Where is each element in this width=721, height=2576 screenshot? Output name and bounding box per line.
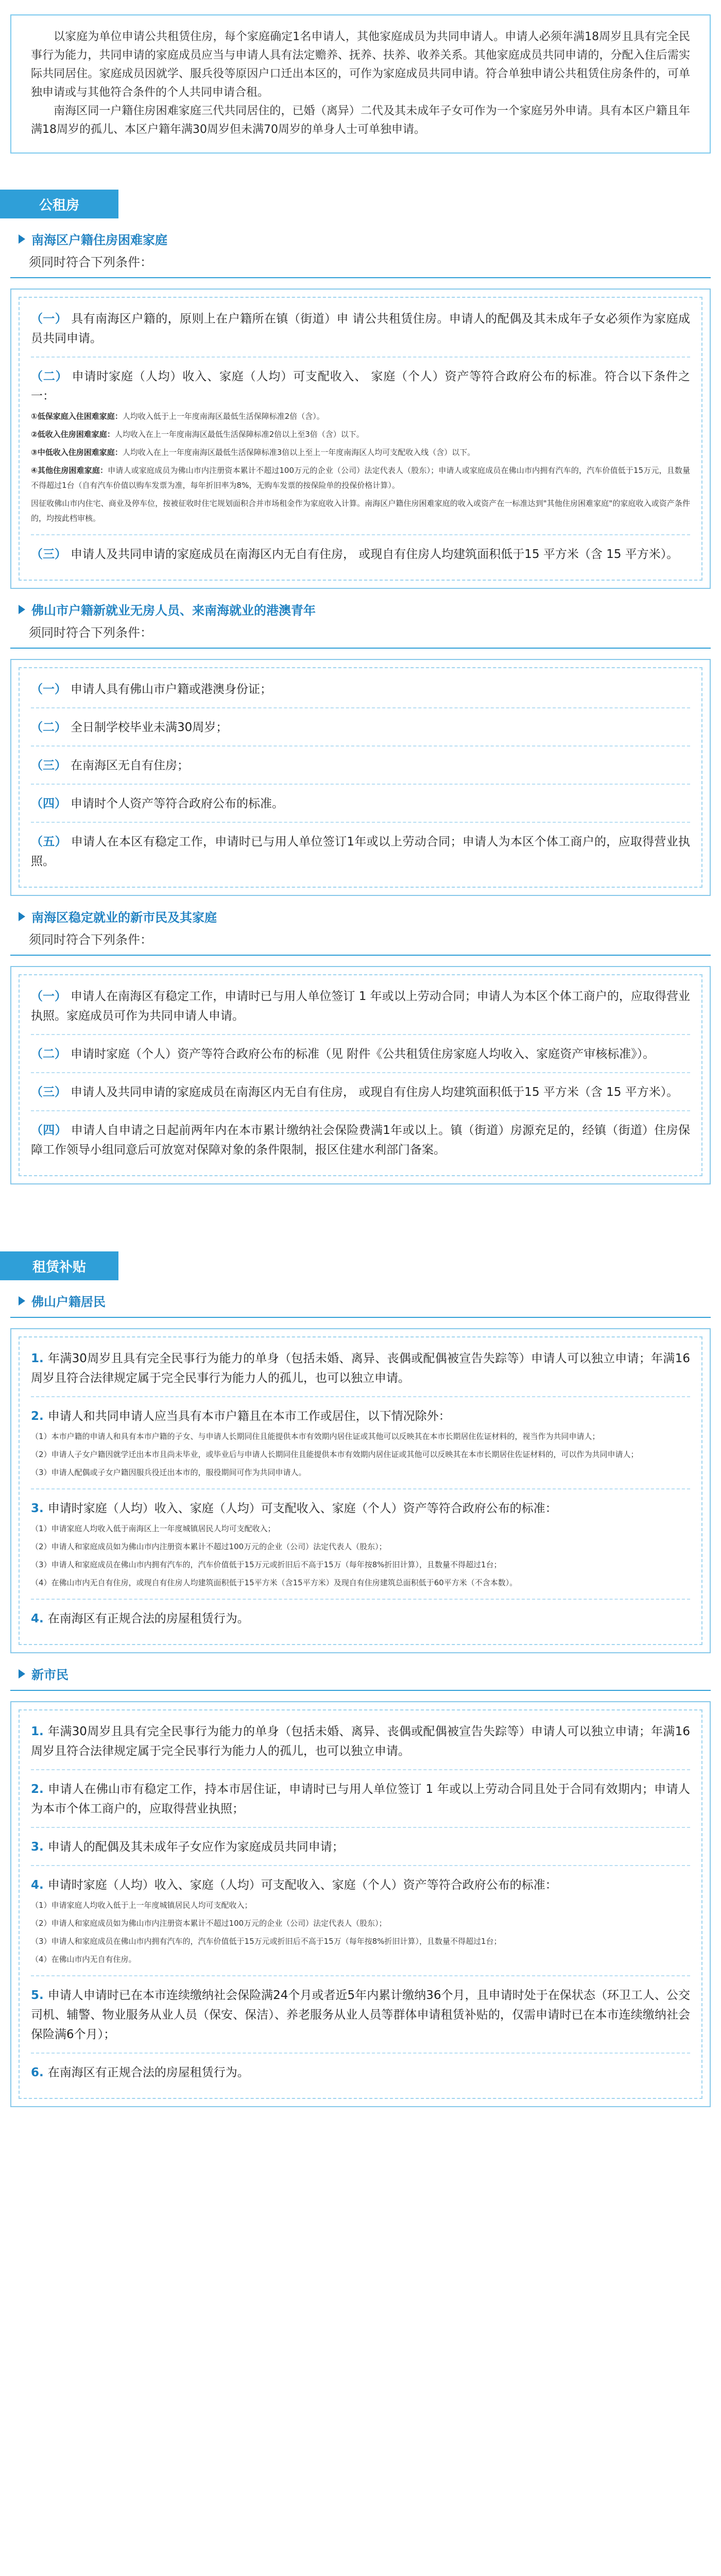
condition-text: 申请时家庭（人均）收入、家庭（人均）可支配收入、家庭（个人）资产等符合政府公布的标准： xyxy=(47,1502,557,1515)
condition-text: 申请时个人资产等符合政府公布的标准。 xyxy=(71,797,284,810)
condition-detail xyxy=(31,445,690,460)
condition-number: （三） xyxy=(31,548,66,561)
condition-text: 申请人在南海区有稳定工作，申请时已与用人单位签订 1 年或以上劳动合同；申请人为本区个体工商户的，应取得营业执照。家庭成员可作为共同申请人申请。 xyxy=(31,990,690,1023)
condition-item xyxy=(31,747,690,785)
condition-item xyxy=(31,1828,690,1866)
condition-text: 申请时家庭（个人）资产等符合政府公布的标准（见 附件《公共租赁住房家庭人均收入、家庭资产审核标准》）。 xyxy=(71,1047,655,1061)
condition-item xyxy=(31,977,690,1035)
condition-text: 在南海区有正规合法的房屋租赁行为。 xyxy=(47,1612,249,1625)
condition-detail-text: （3）申请人和家庭成员在佛山市内拥有汽车的，汽车价值低于15万元或折旧后不高于15万（每年按8%折旧计算），且数量不得超过1台； xyxy=(31,1560,502,1569)
condition-item xyxy=(31,1035,690,1073)
condition-number: 4. xyxy=(31,1878,44,1892)
condition-detail xyxy=(31,1934,690,1949)
condition-item xyxy=(31,670,690,708)
condition-number: 5. xyxy=(31,1989,44,2002)
condition-text: 申请人及共同申请的家庭成员在南海区内无自有住房， 或现自有住房人均建筑面积低于15 平方米（含 15 平方米）。 xyxy=(71,548,679,561)
intro-paragraph-2: 南海区同一户籍住房困难家庭三代共同居住的，已婚（离异）二代及其未成年子女可作为一个家庭另外申请。具有本区户籍且年满18周岁的孤儿、本区户籍年满30周岁但未满70周岁的单身人士可单独申请。 xyxy=(31,105,690,136)
group-title: 佛山户籍居民 xyxy=(31,1295,106,1309)
triangle-marker-icon xyxy=(19,1669,25,1679)
group-title: 南海区户籍住房困难家庭 xyxy=(31,233,167,247)
condition-number: 2. xyxy=(31,1410,44,1423)
condition-text: 年满30周岁且具有完全民事行为能力的单身（包括未婚、离异、丧偶或配偶被宣告失踪等）申请人可以独立申请；年满16周岁且符合法律规定属于完全民事行为能力人的孤儿，也可以独立申请。 xyxy=(31,1352,690,1385)
condition-number: （一） xyxy=(31,683,66,696)
group-heading xyxy=(19,1292,711,1310)
conditions-frame xyxy=(10,289,711,589)
divider-line xyxy=(10,648,711,649)
condition-text: 在南海区有正规合法的房屋租赁行为。 xyxy=(47,2066,249,2079)
condition-detail xyxy=(31,1952,690,1967)
condition-detail xyxy=(31,1916,690,1931)
condition-detail-label: ④其他住房困难家庭： xyxy=(31,466,108,475)
condition-detail-text: （2）申请人和家庭成员如为佛山市内注册资本累计不超过100万元的企业（公司）法定代表人（股东）； xyxy=(31,1542,387,1551)
conditions-list xyxy=(19,1709,702,2099)
condition-detail-text: 申请人或家庭成员为佛山市内注册资本累计不超过100万元的企业（公司）法定代表人（股东）；申请人或家庭成员在佛山市内拥有汽车的，汽车价值低于15万元，且数量不得超过1台（自有汽车价值以购车发票为准，每年折旧率为8%，无购车发票的按保险单的投保价格计算）。 xyxy=(31,466,690,490)
condition-number: 1. xyxy=(31,1352,44,1365)
condition-text: 申请人在佛山市有稳定工作，持本市居住证，申请时已与用人单位签订 1 年或以上劳动合同且处于合同有效期内；申请人为本市个体工商户的，应取得营业执照； xyxy=(31,1783,690,1816)
condition-number: （五） xyxy=(31,835,67,849)
divider-line xyxy=(10,1317,711,1318)
condition-detail-text: 因征收佛山市内住宅、商业及停车位，按被征收时住宅规划面积合并市场租金作为家庭收入计算。南海区户籍住房困难家庭的收入或资产在一标准达到"其他住房困难家庭"的家庭收入或资产条件的，均按此档审核。 xyxy=(31,499,690,523)
condition-detail xyxy=(31,1521,690,1536)
condition-detail xyxy=(31,1557,690,1572)
condition-item xyxy=(31,1976,690,2054)
condition-item xyxy=(31,1340,690,1397)
condition-item xyxy=(31,1397,690,1489)
condition-item xyxy=(31,1073,690,1111)
condition-detail-text: （1）申请家庭人均收入低于南海区上一年度城镇居民人均可支配收入； xyxy=(31,1524,276,1533)
divider-line xyxy=(10,1690,711,1691)
triangle-marker-icon xyxy=(19,1296,25,1306)
condition-detail-text: （3）申请人和家庭成员在佛山市内拥有汽车的，汽车价值低于15万元或折旧后不高于15万（每年按8%折旧计算），且数量不得超过1台； xyxy=(31,1937,502,1946)
condition-number: （四） xyxy=(31,797,66,810)
condition-detail xyxy=(31,427,690,442)
condition-number: 2. xyxy=(31,1783,44,1796)
conditions-list xyxy=(19,667,702,888)
condition-detail xyxy=(31,496,690,526)
conditions-frame xyxy=(10,1328,711,1653)
condition-text: 申请人的配偶及其未成年子女应作为家庭成员共同申请； xyxy=(47,1840,344,1854)
condition-item xyxy=(31,785,690,823)
condition-detail-text: （1）申请家庭人均收入低于上一年度城镇居民人均可支配收入； xyxy=(31,1901,252,1910)
condition-number: （二） xyxy=(31,721,66,734)
condition-item xyxy=(31,1713,690,1770)
condition-text: 申请人在本区有稳定工作，申请时已与用人单位签订1年或以上劳动合同；申请人为本区个体工商户的，应取得营业执照。 xyxy=(31,835,690,868)
divider-line xyxy=(10,955,711,956)
section-tab-gzf: 公租房 xyxy=(0,190,118,218)
triangle-marker-icon xyxy=(19,605,25,614)
group-title: 佛山市户籍新就业无房人员、来南海就业的港澳青年 xyxy=(31,603,316,618)
conditions-frame xyxy=(10,1701,711,2107)
condition-text: 申请时家庭（人均）收入、家庭（人均）可支配收入、 家庭（个人）资产等符合政府公布的标准。符合以下条件之一： xyxy=(31,370,691,403)
condition-number: 1. xyxy=(31,1725,44,1738)
condition-item xyxy=(31,358,690,535)
condition-item xyxy=(31,535,690,572)
condition-detail-text: （2）申请人和家庭成员如为佛山市内注册资本累计不超过100万元的企业（公司）法定代表人（股东）； xyxy=(31,1919,387,1928)
group-title: 新市民 xyxy=(31,1668,68,1682)
condition-text: 全日制学校毕业未满30周岁； xyxy=(71,721,228,734)
condition-detail-text: （4）在佛山市内无自有住房。 xyxy=(31,1955,136,1964)
condition-detail-text: （2）申请人子女户籍因就学迁出本市且尚未毕业，或毕业后与申请人长期同住且能提供本市有效期内居住证或其他可以反映其在本市长期居住佐证材料的，可以作为共同申请人； xyxy=(31,1450,639,1459)
condition-number: 6. xyxy=(31,2066,44,2079)
condition-detail-text: （4）在佛山市内无自有住房，或现自有住房人均建筑面积低于15平方米（含15平方米）及现自有住房建筑总面积低于60平方米（不含本数）。 xyxy=(31,1578,518,1587)
condition-item xyxy=(31,1489,690,1600)
condition-detail-text: （1）本市户籍的申请人和具有本市户籍的子女、与申请人长期同住且能提供本市有效期内居住证或其他可以反映其在本市长期居住佐证材料的，视当作为共同申请人； xyxy=(31,1432,600,1441)
zlbt-section xyxy=(0,1292,721,2107)
condition-number: （三） xyxy=(31,1086,66,1099)
condition-detail xyxy=(31,1539,690,1554)
condition-number: （二） xyxy=(31,370,68,383)
group-note: 须同时符合下列条件： xyxy=(29,255,152,269)
condition-number: （一） xyxy=(31,312,67,326)
condition-number: （一） xyxy=(31,990,67,1003)
group-title: 南海区稳定就业的新市民及其家庭 xyxy=(31,910,217,925)
group-heading xyxy=(19,907,711,925)
intro-paragraph-1: 以家庭为单位申请公共租赁住房，每个家庭确定1名申请人，其他家庭成员为共同申请人。申请人必须年满18周岁且具有完全民事行为能力，共同申请的家庭成员应当与申请人具有法定赡养、抚养、扶养、收养关系。其他家庭成员共同申请的，分配入住后需实际共同居住。家庭成员因就学、服兵役等原因户口迁出本区的，可作为家庭成员共同申请。符合单独申请公共租赁住房条件的，可单独申请或与其他符合条件的个人共同申请合租。 xyxy=(31,30,690,99)
condition-text: 申请人及共同申请的家庭成员在南海区内无自有住房， 或现自有住房人均建筑面积低于15 平方米（含 15 平方米）。 xyxy=(71,1086,679,1099)
triangle-marker-icon xyxy=(19,912,25,921)
condition-detail-label: ③中低收入住房困难家庭： xyxy=(31,448,123,457)
condition-item xyxy=(31,1600,690,1637)
conditions-list xyxy=(19,1336,702,1645)
condition-detail xyxy=(31,1465,690,1480)
condition-number: （二） xyxy=(31,1047,66,1061)
condition-text: 申请人和共同申请人应当具有本市户籍且在本市工作或居住，以下情况除外： xyxy=(47,1410,451,1423)
conditions-list xyxy=(19,974,702,1176)
condition-detail xyxy=(31,409,690,424)
condition-detail-text: 人均收入低于上一年度南海区最低生活保障标准2倍（含）。 xyxy=(122,412,324,421)
condition-detail-text: 人均收入在上一年度南海区最低生活保障标准3倍以上至上一年度南海区人均可支配收入线（含）以下。 xyxy=(122,448,475,457)
condition-item xyxy=(31,300,690,358)
group-heading xyxy=(19,1665,711,1683)
condition-text: 申请人申请时已在本市连续缴纳社会保险满24个月或者近5年内累计缴纳36个月，且申请时处于在保状态（环卫工人、公交司机、辅警、物业服务从业人员（保安、保洁）、养老服务从业人员等群体申请租赁补贴的，仅需申请时已在本市连续缴纳社会保险满6个月）； xyxy=(31,1989,690,2041)
conditions-frame xyxy=(10,966,711,1184)
condition-detail-text: （3）申请人配偶或子女户籍因服兵役迁出本市的，服役期间可作为共同申请人。 xyxy=(31,1468,306,1477)
group-heading xyxy=(19,600,711,618)
intro-box xyxy=(10,14,711,154)
condition-text: 申请人具有佛山市户籍或港澳身份证； xyxy=(71,683,272,696)
condition-item xyxy=(31,1866,690,1976)
condition-detail xyxy=(31,1575,690,1590)
condition-item xyxy=(31,823,690,879)
group-note: 须同时符合下列条件： xyxy=(29,933,152,947)
condition-text: 具有南海区户籍的，原则上在户籍所在镇（街道）申 请公共租赁住房。申请人的配偶及其未成年子女必须作为家庭成 员共同申请。 xyxy=(31,312,691,345)
condition-detail xyxy=(31,1429,690,1444)
condition-number: 3. xyxy=(31,1502,44,1515)
condition-item xyxy=(31,1111,690,1168)
divider-line xyxy=(10,277,711,278)
condition-detail-label: ②低收入住房困难家庭： xyxy=(31,430,115,439)
condition-text: 在南海区无自有住房； xyxy=(71,759,189,772)
condition-text: 申请人自申请之日起前两年内在本市累计缴纳社会保险费满1年或以上。镇（街道）房源充足的，经镇（街道）住房保障工作领导小组同意后可放宽对保障对象的条件限制，报区住建水利部门备案。 xyxy=(31,1124,690,1157)
conditions-frame xyxy=(10,659,711,896)
triangle-marker-icon xyxy=(19,234,25,244)
condition-item xyxy=(31,2054,690,2091)
condition-text: 申请时家庭（人均）收入、家庭（人均）可支配收入、家庭（个人）资产等符合政府公布的标准： xyxy=(47,1878,557,1892)
conditions-list xyxy=(19,297,702,581)
condition-number: （三） xyxy=(31,759,66,772)
group-heading xyxy=(19,230,711,248)
condition-detail-text: 人均收入在上一年度南海区最低生活保障标准2倍以上至3倍（含）以下。 xyxy=(114,430,364,439)
condition-number: 4. xyxy=(31,1612,44,1625)
condition-detail-label: ①低保家庭入住困难家庭： xyxy=(31,412,123,421)
condition-detail xyxy=(31,1898,690,1913)
condition-detail xyxy=(31,1447,690,1462)
gzf-section xyxy=(0,230,721,1184)
condition-item xyxy=(31,708,690,747)
condition-item xyxy=(31,1770,690,1828)
condition-detail xyxy=(31,463,690,493)
group-note: 须同时符合下列条件： xyxy=(29,625,152,640)
section-tab-zlbt: 租赁补贴 xyxy=(0,1251,118,1280)
condition-number: （四） xyxy=(31,1124,67,1137)
condition-number: 3. xyxy=(31,1840,44,1854)
condition-text: 年满30周岁且具有完全民事行为能力的单身（包括未婚、离异、丧偶或配偶被宣告失踪等）申请人可以独立申请；年满16周岁且符合法律规定属于完全民事行为能力人的孤儿，也可以独立申请。 xyxy=(31,1725,690,1758)
